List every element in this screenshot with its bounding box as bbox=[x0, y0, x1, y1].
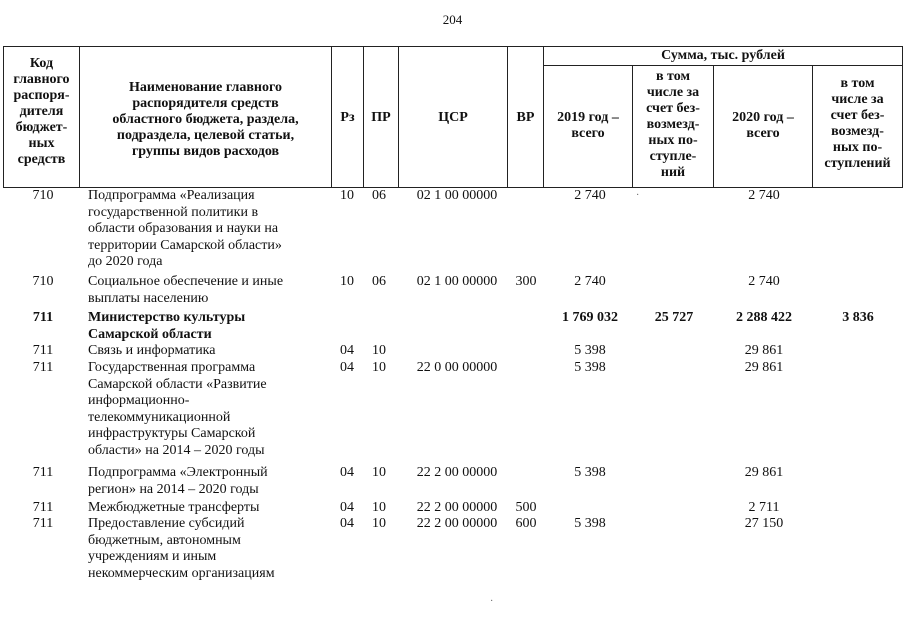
cell-total-2020: 2 740 bbox=[748, 188, 780, 203]
cell-rz: 10 bbox=[340, 188, 354, 203]
header-csr-text: ЦСР bbox=[438, 110, 468, 125]
header-pr-text: ПР bbox=[371, 110, 391, 125]
header-total-2019-text: 2019 год – всего bbox=[557, 110, 619, 141]
cell-code: 711 bbox=[32, 310, 54, 325]
cell-pr: 10 bbox=[372, 343, 386, 358]
header-code-text: Код главного распоря- дителя бюджет- ных средств bbox=[13, 56, 70, 167]
header-free-2020-text: в том числе за счет без- возмезд- ных по- ступлений bbox=[824, 76, 891, 171]
cell-pr: 06 bbox=[372, 274, 386, 289]
cell-rz: 04 bbox=[340, 360, 354, 375]
cell-name: Подпрограмма «Электронный регион» на 2014 – 2020 годы bbox=[88, 465, 268, 497]
cell-pr: 10 bbox=[372, 465, 386, 480]
cell-free-2019: 25 727 bbox=[654, 310, 694, 325]
cell-csr: 22 2 00 00000 bbox=[416, 500, 498, 515]
cell-name: Связь и информатика bbox=[88, 343, 216, 358]
cell-pr: 10 bbox=[372, 516, 386, 531]
cell-total-2019: 2 740 bbox=[574, 188, 606, 203]
cell-total-2020: 2 711 bbox=[748, 500, 780, 515]
cell-total-2019: 1 769 032 bbox=[562, 310, 618, 325]
cell-name: Министерство культуры Самарской области bbox=[88, 310, 246, 342]
cell-total-2020: 2 740 bbox=[748, 274, 780, 289]
header-sum-group-text: Сумма, тыс. рублей bbox=[661, 48, 785, 63]
cell-code: 711 bbox=[32, 500, 54, 515]
header-rz-text: Рз bbox=[340, 110, 355, 125]
cell-pr: 10 bbox=[372, 500, 386, 515]
cell-rz: 04 bbox=[340, 516, 354, 531]
cell-total-2019: 5 398 bbox=[574, 360, 606, 375]
cell-total-2019: 5 398 bbox=[574, 465, 606, 480]
cell-pr: 06 bbox=[372, 188, 386, 203]
cell-vr: 500 bbox=[515, 500, 537, 515]
cell-name: Межбюджетные трансферты bbox=[88, 500, 260, 515]
cell-code: 710 bbox=[32, 274, 54, 289]
cell-total-2019: 5 398 bbox=[574, 516, 606, 531]
cell-rz: 04 bbox=[340, 465, 354, 480]
cell-csr: 02 1 00 00000 bbox=[416, 188, 498, 203]
cell-code: 711 bbox=[32, 516, 54, 531]
cell-name: Предоставление субсидий бюджетным, автономным учреждениям и иным некоммерческим организациям bbox=[88, 516, 275, 581]
cell-free-2020: 3 836 bbox=[842, 310, 874, 325]
cell-rz: 04 bbox=[340, 500, 354, 515]
header-name-text: Наименование главного распорядителя средств областного бюджета, раздела, подраздела, целевой статьи, группы видов расходов bbox=[112, 80, 299, 159]
cell-code: 711 bbox=[32, 465, 54, 480]
cell-name: Подпрограмма «Реализация государственной политики в области образования и науки на территории Самарской области» до 2020 года bbox=[88, 188, 282, 269]
cell-code: 711 bbox=[32, 343, 54, 358]
scan-speck: · bbox=[490, 596, 494, 607]
cell-rz: 04 bbox=[340, 343, 354, 358]
cell-pr: 10 bbox=[372, 360, 386, 375]
cell-total-2020: 29 861 bbox=[744, 465, 784, 480]
cell-total-2020: 27 150 bbox=[744, 516, 784, 531]
cell-total-2019: 2 740 bbox=[574, 274, 606, 289]
cell-csr: 22 2 00 00000 bbox=[416, 465, 498, 480]
cell-rz: 10 bbox=[340, 274, 354, 289]
cell-total-2020: 2 288 422 bbox=[736, 310, 792, 325]
cell-total-2020: 29 861 bbox=[744, 360, 784, 375]
cell-total-2019: 5 398 bbox=[574, 343, 606, 358]
header-total-2020-text: 2020 год – всего bbox=[732, 110, 794, 141]
scan-speck: · bbox=[636, 190, 640, 201]
cell-csr: 22 2 00 00000 bbox=[416, 516, 498, 531]
header-vr-text: ВР bbox=[516, 110, 535, 125]
cell-csr: 22 0 00 00000 bbox=[416, 360, 498, 375]
cell-csr: 02 1 00 00000 bbox=[416, 274, 498, 289]
page-number: 204 bbox=[442, 12, 463, 27]
cell-total-2020: 29 861 bbox=[744, 343, 784, 358]
cell-vr: 300 bbox=[515, 274, 537, 289]
cell-code: 711 bbox=[32, 360, 54, 375]
cell-code: 710 bbox=[32, 188, 54, 203]
header-free-2019-text: в том числе за счет без- возмезд- ных по- ступле- ний bbox=[646, 69, 700, 180]
cell-name: Социальное обеспечение и иные выплаты населению bbox=[88, 274, 284, 306]
cell-vr: 600 bbox=[515, 516, 537, 531]
cell-name: Государственная программа Самарской области «Развитие информационно- телекоммуникационной инфраструктуры Самарской области» на 2014 – 2020 годы bbox=[88, 360, 267, 458]
